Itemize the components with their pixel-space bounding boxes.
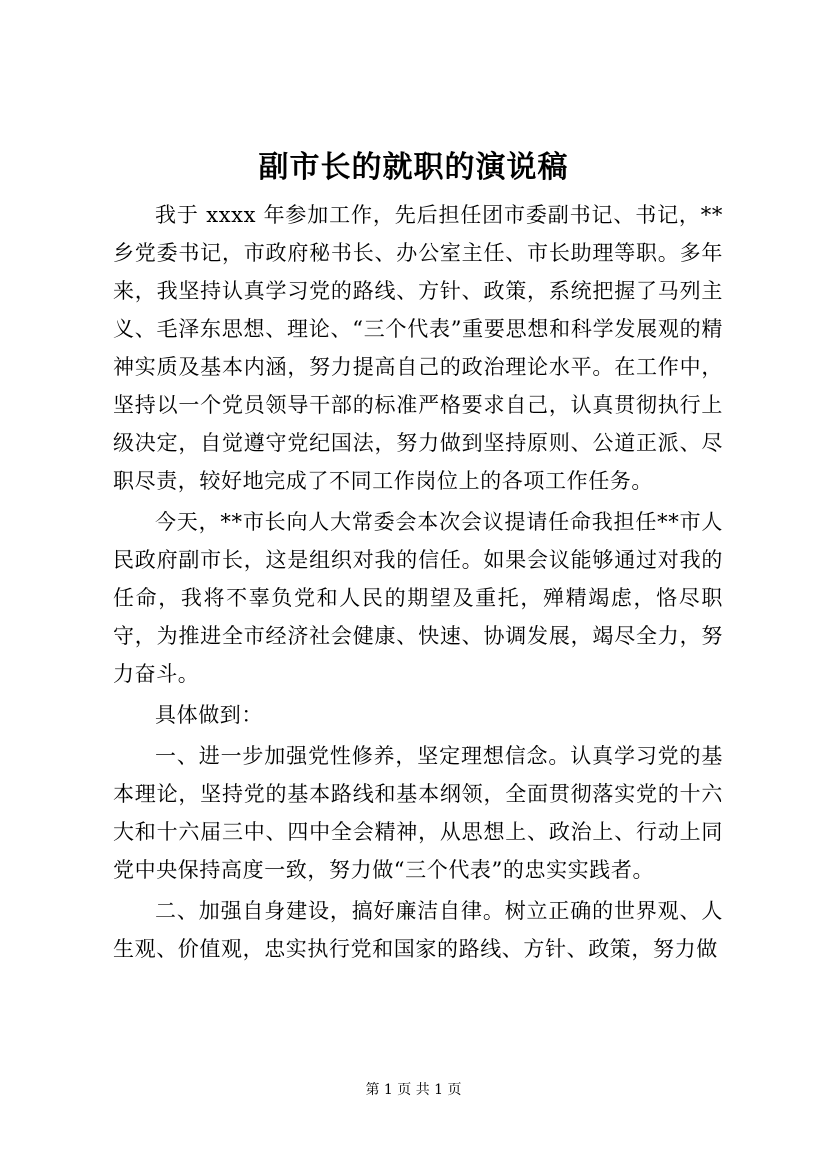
paragraph-commitment-two: 二、加强自身建设，搞好廉洁自律。树立正确的世界观、人生观、价值观，忠实执行党和国家的路线、方针、政策，努力做	[113, 899, 723, 961]
document-title: 副市长的就职的演说稿	[258, 150, 569, 185]
paragraph-appointment: 今天，**市长向人大常委会本次会议提请任命我担任**市人民政府副市长，这是组织对我的信任。如果会议能够通过对我的任命，我将不辜负党和人民的期望及重托，殚精竭虑，恪尽职守，为推进全市经济社会健康、快速、协调发展，竭尽全力，努力奋斗。	[113, 510, 723, 686]
paragraph-commitment-one: 一、进一步加强党性修养，坚定理想信念。认真学习党的基本理论，坚持党的基本路线和基本纲领，全面贯彻落实党的十六大和十六届三中、四中全会精神，从思想上、政治上、行动上同党中央保持高度一致，努力做“三个代表”的忠实实践者。	[113, 744, 723, 882]
document-body	[113, 196, 723, 971]
paragraph-work-history: 我于 xxxx 年参加工作，先后担任团市委副书记、书记，**乡党委书记，市政府秘书长、办公室主任、市长助理等职。多年来，我坚持认真学习党的路线、方针、政策，系统把握了马列主义、毛泽东思想、理论、“三个代表”重要思想和科学发展观的精神实质及基本内涵，努力提高自己的政治理论水平。在工作中，坚持以一个党员领导干部的标准严格要求自己，认真贯彻执行上级决定，自觉遵守党纪国法，努力做到坚持原则、公道正派、尽职尽责，较好地完成了不同工作岗位上的各项工作任务。	[113, 203, 723, 493]
page-footer: 第 1 页 共 1 页	[365, 1082, 462, 1098]
paragraph-commitments-intro: 具体做到：	[155, 703, 263, 727]
